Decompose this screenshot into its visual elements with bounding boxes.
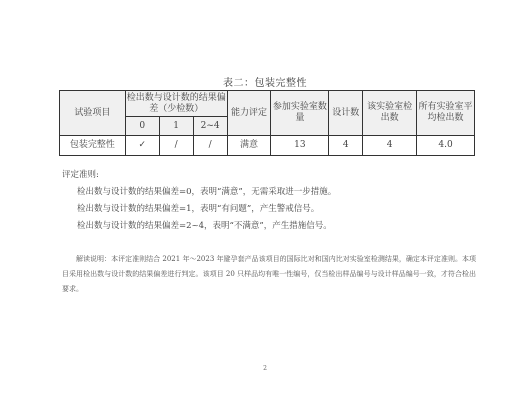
header-avg-detect: 所有实验室平均检出数 xyxy=(417,91,475,136)
header-dev-0: 0 xyxy=(125,117,159,136)
cell-item: 包装完整性 xyxy=(60,136,126,156)
cell-design-count: 4 xyxy=(329,136,363,156)
table-row xyxy=(60,136,475,156)
criteria-heading: 评定准则: xyxy=(62,170,99,180)
header-dev-2-4: 2~4 xyxy=(193,117,227,136)
header-lab-count: 参加实验室数量 xyxy=(271,91,329,136)
cell-rating: 满意 xyxy=(227,136,271,156)
table-title: 表二：包装完整性 xyxy=(223,78,307,89)
header-item: 试验项目 xyxy=(60,91,126,136)
cell-lab-count: 13 xyxy=(271,136,329,156)
header-deviation: 检出数与设计数的结果偏差（少检数） xyxy=(125,91,227,117)
criteria-section xyxy=(62,168,336,237)
cell-lab-detect: 4 xyxy=(363,136,417,156)
results-table xyxy=(59,90,475,156)
interpretation-note: 解读说明：本评定准则结合 2021 年～2023 年避孕套产品该项目的国际比对和国内比对实验室检测结果，确定本评定准则。本项目采用检出数与设计数的结果偏差进行判定。该项目 20 只样品均有唯一性编号，仅当检出样品编号与设计样品编号一致，才符合检出要求。 xyxy=(62,255,476,293)
page-number: 2 xyxy=(263,365,267,372)
cell-dev-0: ✓ xyxy=(125,136,159,156)
cell-dev-1: / xyxy=(159,136,193,156)
cell-dev-2-4: / xyxy=(193,136,227,156)
cell-avg-detect: 4.0 xyxy=(417,136,475,156)
criteria-line: 检出数与设计数的结果偏差=1，表明“有问题”，产生警戒信号。 xyxy=(77,204,320,214)
header-dev-1: 1 xyxy=(159,117,193,136)
criteria-line: 检出数与设计数的结果偏差=2~4，表明“不满意”，产生措施信号。 xyxy=(77,221,332,231)
header-rating: 能力评定 xyxy=(227,91,271,136)
header-lab-detect: 该实验室检出数 xyxy=(363,91,417,136)
criteria-line: 检出数与设计数的结果偏差=0，表明“满意”，无需采取进一步措施。 xyxy=(77,187,337,197)
header-design-count: 设计数 xyxy=(329,91,363,136)
